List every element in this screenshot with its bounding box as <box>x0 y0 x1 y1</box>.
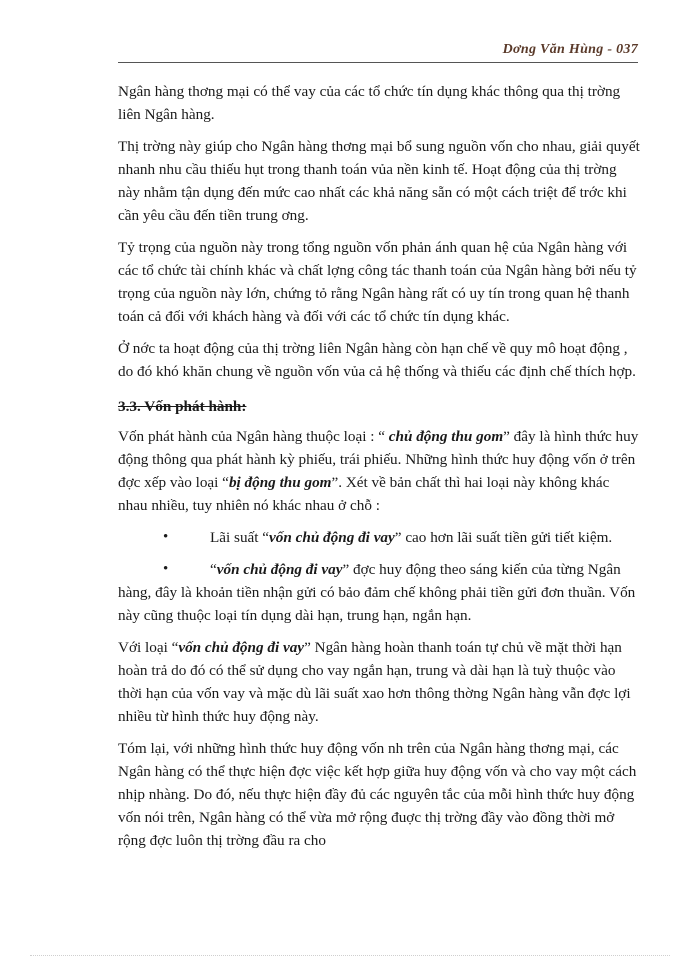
paragraph-active-borrowing: Với loại “vốn chủ động đi vay” Ngân hàng hoàn thanh toán tự chủ về mặt thời hạn hoàn trả do đó có thể sử dụng cho vay ngắn hạn, trung và dài hạn là tuỳ thuộc vào thời hạn của vốn vay và mặc dù lãi suất xao hơn thông thờng Ngân hàng vẫn đợc lợi nhiều từ hình thức huy động này. <box>118 639 631 725</box>
section-heading: 3.3. Vốn phát hành: <box>118 398 247 415</box>
paragraph-summary: Tóm lại, với những hình thức huy động vốn nh trên của Ngân hàng thơng mại, các Ngân hàng có thể thực hiện đợc việc kết hợp giữa huy động vốn và cho vay một cách nhịp nhàng. Do đó, nếu thực hiện đầy đủ các nguyên tắc của mỗi hình thức huy động vốn nói trên, Ngân hàng có thể vừa mở rộng đuợc thị trờng đầy vào đồng thời mở rộng đợc luôn thị trờng đầu ra cho <box>118 740 637 849</box>
document-body <box>118 80 640 861</box>
term-active-collection: chủ động thu gom <box>388 428 504 445</box>
page-bottom-divider <box>30 955 670 956</box>
bullet-item-interest: • Lãi suất “vốn chủ động đi vay” cao hơn lãi suất tiền gửi tiết kiệm. <box>118 526 640 549</box>
bullet-marker: • <box>163 529 169 545</box>
bullet-item-initiative: • “vốn chủ động đi vay” đợc huy động theo sáng kiến của từng Ngân hàng, đây là khoản tiền nhận gửi có bảo đảm chế không phải tiền gửi đơn thuần. Vốn này cũng thuộc loại tín dụng dài hạn, trung hạn, ngắn hạn. <box>118 558 640 627</box>
paragraph-issued-capital: Vốn phát hành của Ngân hàng thuộc loại : “ chủ động thu gom” đây là hình thức huy động thông qua phát hành kỳ phiếu, trái phiếu. Những hình thức huy động vốn ở trên đợc xếp vào loại “bị động thu gom”. Xét về bản chất thì hai loại này không khác nhau nhiều, tuy nhiên nó khác nhau ở chỗ : <box>118 428 639 514</box>
bullet-marker: • <box>163 561 169 577</box>
term-passive-collection: bị động thu gom <box>228 474 332 491</box>
term-active-borrowing: vốn chủ động đi vay <box>178 639 305 656</box>
paragraph-domestic-situation: Ở nớc ta hoạt động của thị trờng liên Ngân hàng còn hạn chế về quy mô hoạt động , do đó khó khăn chung về nguồn vốn vủa cả hệ thống và thiếu các định chế thích hợp. <box>118 340 636 380</box>
paragraph-source-ratio: Tỷ trọng của nguồn này trong tổng nguồn vốn phản ánh quan hệ của Ngân hàng với các tổ chức tài chính khác và chất lợng công tác thanh toán của Ngân hàng bởi nếu tỷ trọng của nguồn này lớn, chứng tỏ rằng Ngân hàng rất có uy tín trong quan hệ thanh toán cả đối với khách hàng và đối với các tổ chức tín dụng khác. <box>118 239 637 325</box>
term-active-borrowing: vốn chủ động đi vay <box>269 529 395 546</box>
paragraph-interbank-borrowing: Ngân hàng thơng mại có thể vay của các tổ chức tín dụng khác thông qua thị trờng liên Ngân hàng. <box>118 83 621 123</box>
paragraph-interbank-market: Thị trờng này giúp cho Ngân hàng thơng mại bổ sung nguồn vốn cho nhau, giải quyết nhanh nhu cầu thiếu hụt trong thanh toán vủa nền kinh tế. Hoạt động của thị trờng này nhằm tận dụng đến mức cao nhất các khả năng sẵn có một cách triệt để trớc khi cần yêu cầu đến tiền trung ơng. <box>118 138 640 224</box>
author-line: Dơng Văn Hùng - 037 <box>502 42 638 57</box>
page-header <box>118 42 638 63</box>
term-active-borrowing: vốn chủ động đi vay <box>216 561 343 578</box>
